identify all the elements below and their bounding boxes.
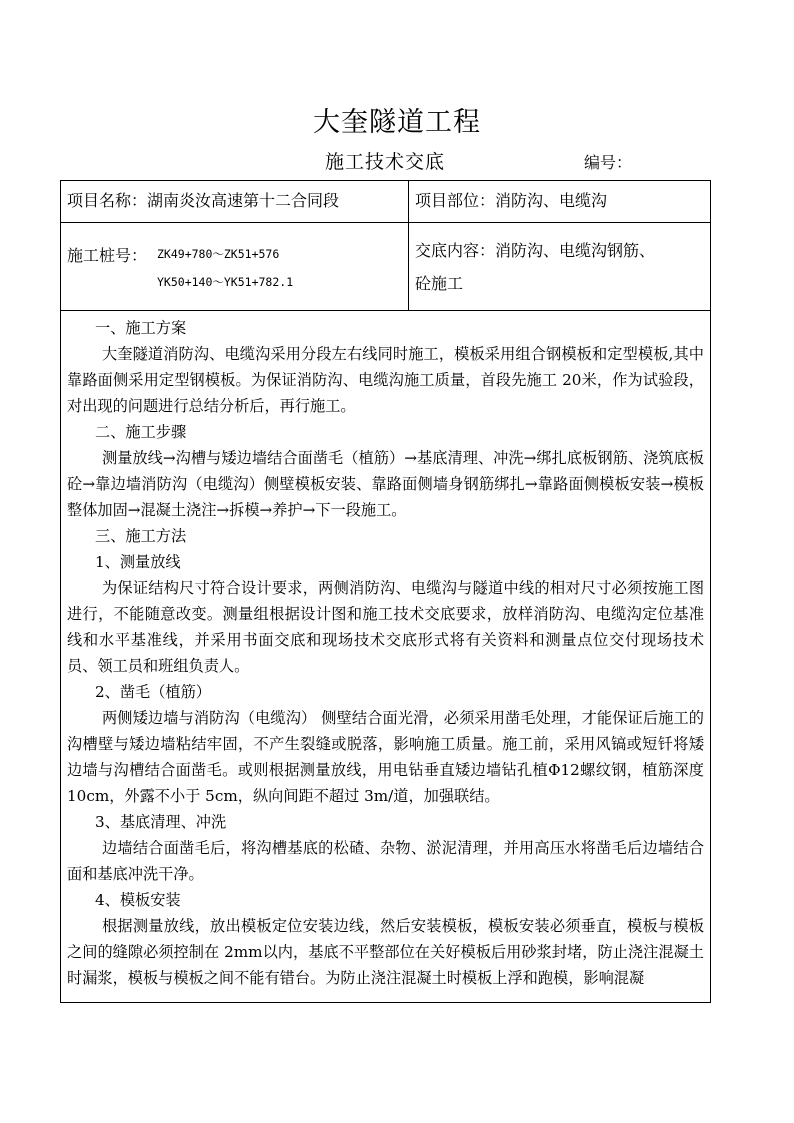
- subheading-formwork: 4、模板安装: [95, 891, 181, 909]
- pile-number-label: 施工桩号：: [67, 246, 148, 265]
- section-heading-plan: 一、施工方案: [95, 319, 187, 337]
- subheading-chiseling: 2、凿毛（植筋）: [95, 683, 211, 701]
- subheading-cleaning: 3、基底清理、冲洗: [95, 813, 227, 831]
- form-row-project: [61, 181, 711, 223]
- form-row-pile: [61, 223, 711, 311]
- section-heading-methods: 三、施工方法: [95, 527, 187, 545]
- content-line-2: 砼施工: [415, 274, 464, 293]
- paragraph-plan: 大奎隧道消防沟、电缆沟采用分段左右线同时施工，模板采用组合钢模板和定型模板,其中靠路面侧采用定型钢模板。为保证消防沟、电缆沟施工质量，首段先施工 20米，作为试验段，对出现的问题进行总结分析后，再行施工。: [67, 345, 704, 415]
- document-subtitle: 施工技术交底: [325, 151, 446, 173]
- project-part-cell: [409, 181, 711, 223]
- document-number-label: 编号：: [584, 153, 633, 172]
- body-cell: [61, 311, 711, 1003]
- pile-number-cell: [61, 223, 409, 311]
- paragraph-chiseling: 两侧矮边墙与消防沟（电缆沟） 侧壁结合面光滑，必须采用凿毛处理，才能保证后施工的沟槽壁与矮边墙粘结牢固，不产生裂缝或脱落，影响施工质量。施工前，采用风镐或短钎将矮边墙与沟槽结合面凿毛。或则根据测量放线，用电钻垂直矮边墙钻孔植Φ12螺纹钢，植筋深度 10cm，外露不小于 5cm，纵向间距不超过 3m/道，加强联结。: [67, 709, 704, 805]
- paragraph-cleaning: 边墙结合面凿毛后，将沟槽基底的松碴、杂物、淤泥清理，并用高压水将凿毛后边墙结合面和基底冲洗干净。: [67, 839, 704, 883]
- paragraph-formwork: 根据测量放线，放出模板定位安装边线，然后安装模板，模板安装必须垂直，模板与模板之间的缝隙必须控制在 2mm以内，基底不平整部位在关好模板后用砂浆封堵，防止浇注混凝土时漏浆，模板与模板之间不能有错台。为防止浇注混凝土时模板上浮和跑模，影响混凝: [67, 917, 704, 987]
- content-cell: [409, 223, 711, 311]
- project-name-cell: [61, 181, 409, 223]
- paragraph-steps: 测量放线→沟槽与矮边墙结合面凿毛（植筋）→基底清理、冲洗→绑扎底板钢筋、浇筑底板砼→靠边墙消防沟（电缆沟）侧壁模板安装、靠路面侧墙身钢筋绑扎→靠路面侧模板安装→模板整体加固→混凝土浇注→拆模→养护→下一段施工。: [67, 449, 704, 519]
- paragraph-survey: 为保证结构尺寸符合设计要求，两侧消防沟、电缆沟与隧道中线的相对尺寸必须按施工图进行，不能随意改变。测量组根据设计图和施工技术交底要求，放样消防沟、电缆沟定位基准线和水平基准线，并采用书面交底和现场技术交底形式将有关资料和测量点位交付现场技术员、领工员和班组负责人。: [67, 579, 704, 675]
- subheading-survey: 1、测量放线: [95, 553, 181, 571]
- project-part-text: 项目部位：消防沟、电缆沟: [415, 191, 608, 210]
- pile-range-left: ZK49+780～ZK51+576: [157, 247, 280, 261]
- form-row-body: [61, 311, 711, 1003]
- document-title: 大奎隧道工程: [313, 107, 481, 138]
- section-heading-steps: 二、施工步骤: [95, 423, 187, 441]
- project-name-text: 项目名称：湖南炎汝高速第十二合同段: [67, 191, 340, 210]
- pile-range-right: YK50+140～YK51+782.1: [157, 275, 294, 289]
- disclosure-form-table: [60, 180, 711, 1003]
- content-line-1: 交底内容：消防沟、电缆沟钢筋、: [415, 241, 656, 260]
- body-content: [61, 311, 710, 991]
